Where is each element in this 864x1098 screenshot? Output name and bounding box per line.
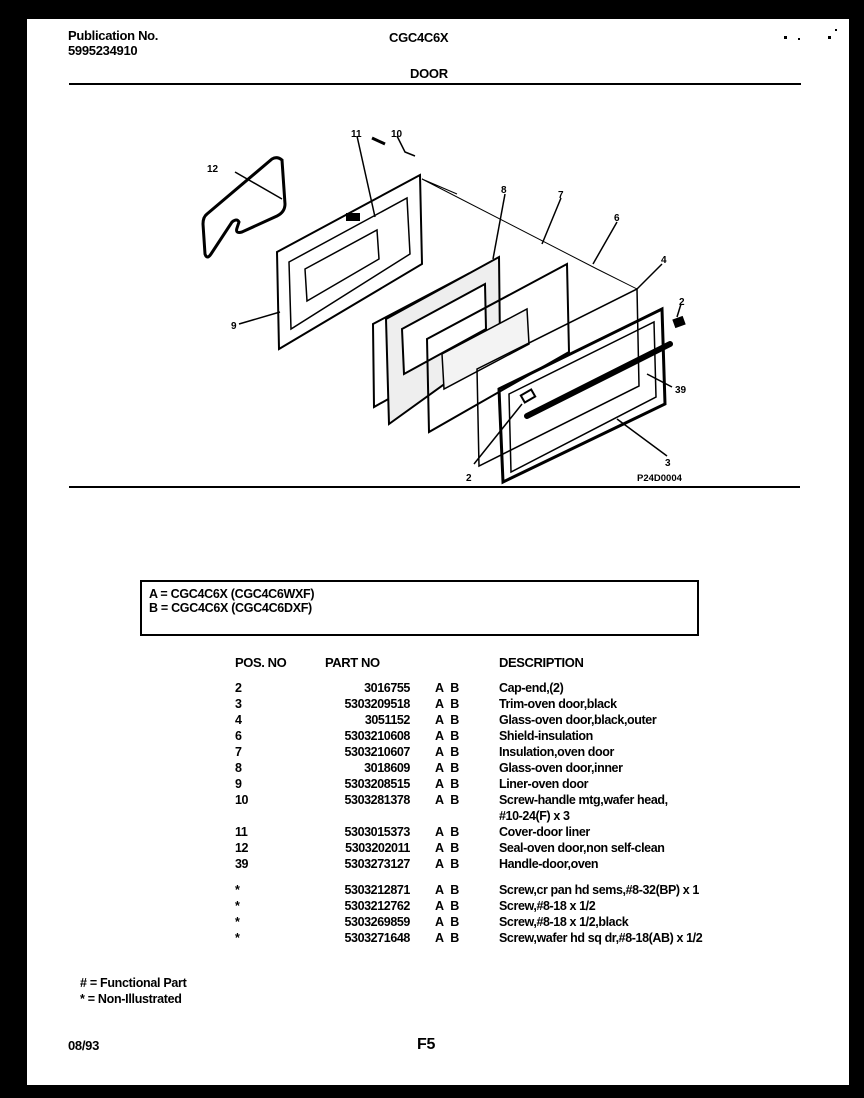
- part-no: 5303212871: [344, 883, 410, 897]
- models: A B: [435, 681, 459, 695]
- svg-text:11: 11: [351, 129, 362, 140]
- table-spacer: [235, 872, 702, 882]
- footnote-functional: # = Functional Part: [80, 976, 187, 990]
- pos-no: 10: [235, 793, 249, 807]
- models: A B: [435, 745, 459, 759]
- models: A B: [435, 729, 459, 743]
- svg-text:3: 3: [665, 458, 671, 469]
- models: A B: [435, 915, 459, 929]
- pos-no: 7: [235, 745, 242, 759]
- scan-speck: [828, 36, 831, 39]
- table-row: [235, 680, 702, 696]
- models: [410, 808, 495, 824]
- col-models: [410, 655, 495, 680]
- description: Trim-oven door,black: [499, 697, 617, 711]
- part-no: [325, 808, 410, 824]
- pos-no: 8: [235, 761, 242, 775]
- svg-text:7: 7: [558, 190, 564, 201]
- legend-model-a: A = CGC4C6X (CGC4C6WXF): [149, 587, 315, 601]
- publication-number: 5995234910: [68, 43, 138, 58]
- table-row: [235, 792, 702, 808]
- pos-no: *: [235, 915, 240, 929]
- description: Cap-end,(2): [499, 681, 564, 695]
- table-row: [235, 760, 702, 776]
- description: Liner-oven door: [499, 777, 589, 791]
- publication-label: Publication No.: [68, 28, 159, 43]
- pos-no: 4: [235, 713, 242, 727]
- col-part-no: PART NO: [325, 655, 380, 670]
- table-row: [235, 696, 702, 712]
- footer-page-number: F5: [417, 1036, 436, 1053]
- model-legend-box: [140, 580, 699, 636]
- models: A B: [435, 713, 459, 727]
- part-no: 5303208515: [344, 777, 410, 791]
- part-no: 5303212762: [344, 899, 410, 913]
- table-row-continuation: [235, 808, 702, 824]
- description: Glass-oven door,black,outer: [499, 713, 657, 727]
- table-row: [235, 840, 702, 856]
- description: #10-24(F) x 3: [499, 809, 570, 823]
- svg-text:2: 2: [679, 297, 685, 308]
- description: Glass-oven door,inner: [499, 761, 623, 775]
- part-no: 5303269859: [344, 915, 410, 929]
- part-no: 5303015373: [344, 825, 410, 839]
- model-number: CGC4C6X: [389, 30, 449, 45]
- parts-table: [235, 655, 702, 946]
- table-row: [235, 712, 702, 728]
- models: A B: [435, 697, 459, 711]
- col-description: DESCRIPTION: [499, 655, 584, 670]
- pos-no: [235, 808, 325, 824]
- description: Screw,#8-18 x 1/2,black: [499, 915, 629, 929]
- footer-date: 08/93: [68, 1038, 100, 1053]
- description: Insulation,oven door: [499, 745, 614, 759]
- models: A B: [435, 825, 459, 839]
- description: Shield-insulation: [499, 729, 593, 743]
- models: A B: [435, 931, 459, 945]
- col-pos-no: POS. NO: [235, 655, 287, 670]
- table-row: [235, 728, 702, 744]
- description: Cover-door liner: [499, 825, 590, 839]
- scan-speck: [835, 29, 837, 31]
- svg-text:2: 2: [466, 473, 472, 484]
- table-row-non-illustrated: [235, 930, 702, 946]
- svg-text:10: 10: [391, 129, 403, 140]
- diagram-divider: [69, 486, 800, 488]
- pos-no: 11: [235, 825, 248, 839]
- part-no: 5303271648: [344, 931, 410, 945]
- description: Screw-handle mtg,wafer head,: [499, 793, 668, 807]
- part-no: 3018609: [364, 761, 410, 775]
- part-no: 3016755: [364, 681, 410, 695]
- part-no: 5303281378: [344, 793, 410, 807]
- footnote-non-illustrated: * = Non-Illustrated: [80, 992, 182, 1006]
- parts-page: [27, 19, 849, 1085]
- scan-speck: [798, 38, 800, 40]
- svg-text:9: 9: [231, 321, 237, 332]
- description: Screw,#8-18 x 1/2: [499, 899, 596, 913]
- models: A B: [435, 793, 459, 807]
- table-row: [235, 776, 702, 792]
- part-no: 5303202011: [345, 841, 410, 855]
- svg-text:P24D0004: P24D0004: [637, 473, 682, 484]
- exploded-door-diagram: [177, 104, 697, 494]
- part-no: 3051152: [364, 713, 410, 727]
- models: A B: [435, 841, 459, 855]
- pos-no: 6: [235, 729, 242, 743]
- pos-no: 39: [235, 857, 249, 871]
- pos-no: *: [235, 883, 240, 897]
- table-row: [235, 856, 702, 872]
- part-no: 5303210608: [344, 729, 410, 743]
- svg-text:8: 8: [501, 185, 507, 196]
- section-title: DOOR: [410, 66, 448, 81]
- scan-speck: [784, 36, 787, 39]
- svg-text:12: 12: [207, 164, 219, 175]
- description: Handle-door,oven: [499, 857, 599, 871]
- part-no: 5303210607: [344, 745, 410, 759]
- parts-table-header: [235, 655, 702, 680]
- svg-text:4: 4: [661, 255, 667, 266]
- models: A B: [435, 777, 459, 791]
- table-row-non-illustrated: [235, 914, 702, 930]
- table-row-non-illustrated: [235, 882, 702, 898]
- pos-no: *: [235, 899, 240, 913]
- legend-model-b: B = CGC4C6X (CGC4C6DXF): [149, 601, 312, 615]
- header-divider: [69, 83, 801, 85]
- part-no: 5303209518: [344, 697, 410, 711]
- svg-text:6: 6: [614, 213, 620, 224]
- svg-text:39: 39: [675, 385, 687, 396]
- models: A B: [435, 899, 459, 913]
- models: A B: [435, 761, 459, 775]
- table-row: [235, 824, 702, 840]
- description: Screw,wafer hd sq dr,#8-18(AB) x 1/2: [499, 931, 703, 945]
- table-row-non-illustrated: [235, 898, 702, 914]
- part-no: 5303273127: [344, 857, 410, 871]
- pos-no: 12: [235, 841, 249, 855]
- table-row: [235, 744, 702, 760]
- pos-no: 3: [235, 697, 242, 711]
- pos-no: 9: [235, 777, 242, 791]
- pos-no: 2: [235, 681, 242, 695]
- handle-part-39: [527, 344, 670, 416]
- description: Seal-oven door,non self-clean: [499, 841, 665, 855]
- description: Screw,cr pan hd sems,#8-32(BP) x 1: [499, 883, 699, 897]
- pos-no: *: [235, 931, 240, 945]
- models: A B: [435, 857, 459, 871]
- models: A B: [435, 883, 459, 897]
